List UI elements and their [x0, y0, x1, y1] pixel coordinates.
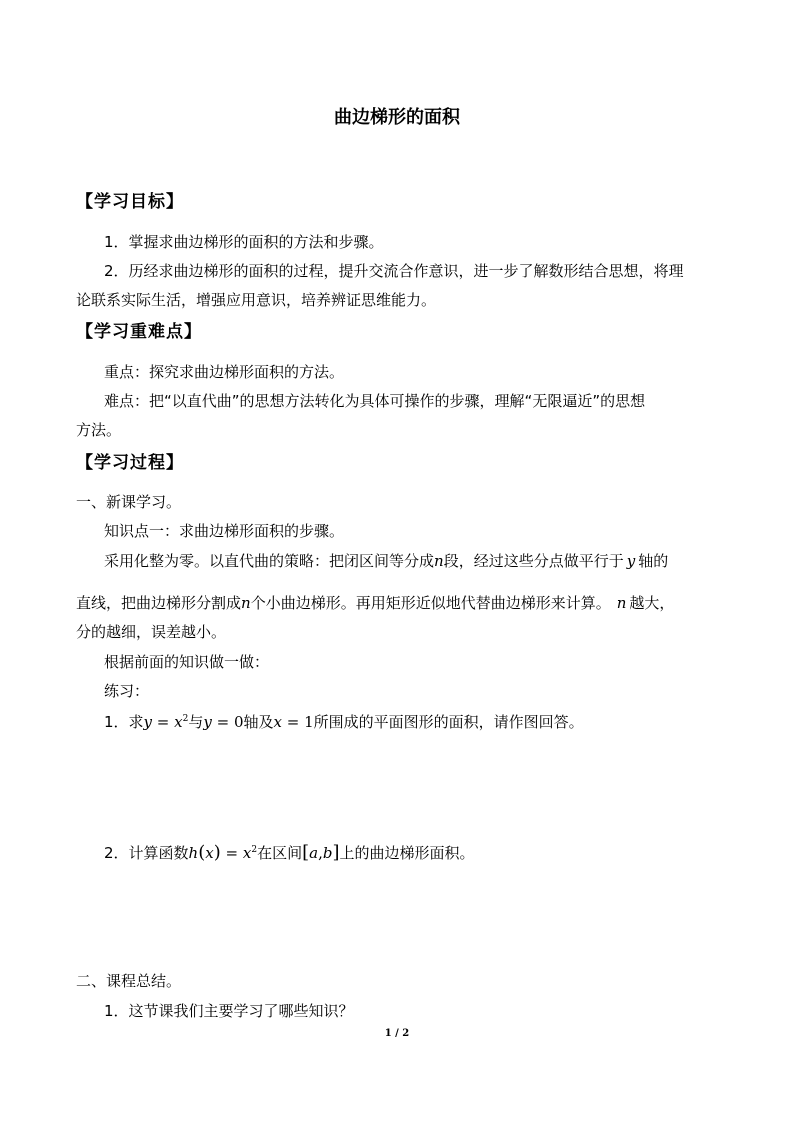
math-h: h — [188, 844, 199, 862]
exercise-1-with: 与 — [188, 713, 204, 731]
try-it-text: 根据前面的知识做一做： — [104, 653, 270, 671]
math-n: n — [434, 552, 444, 570]
part-one-title: 一、新课学习。 — [76, 493, 182, 511]
math-equals: = — [220, 844, 243, 862]
strategy-line-2 — [76, 593, 674, 613]
math-exponent: 2 — [182, 714, 189, 724]
math-x: x — [242, 844, 252, 862]
exercise-2-prefix: 2．计算函数 — [104, 844, 189, 862]
math-right-paren: ) — [213, 842, 221, 863]
exercise-1-axis: 轴及 — [243, 713, 274, 731]
strategy-line-2-b: 个小曲边梯形。再用矩形近似地代替曲边梯形来计算。 — [250, 594, 611, 612]
math-n: n — [616, 594, 627, 612]
exercise-2-suffix: 上的曲边梯形面积。 — [339, 844, 475, 862]
exercise-1-suffix: 所围成的平面图形的面积，请作图回答。 — [313, 713, 584, 731]
math-y: y — [626, 552, 636, 570]
strategy-text-b: 段，经过这些分点做平行于 — [443, 552, 624, 570]
math-left-paren: ( — [198, 842, 206, 863]
objective-item-2-line-2: 论联系实际生活，增强应用意识，培养辨证思维能力。 — [76, 291, 437, 309]
knowledge-point-1: 知识点一：求曲边梯形面积的步骤。 — [104, 522, 345, 540]
exercise-1 — [104, 712, 584, 732]
part-two-title: 二、课程总结。 — [76, 972, 182, 990]
math-a: a — [309, 844, 319, 862]
key-point-text: 重点：探究求曲边梯形面积的方法。 — [104, 363, 345, 381]
strategy-line-1 — [104, 551, 668, 571]
math-x: x — [174, 713, 183, 731]
strategy-line-2-a: 直线，把曲边梯形分割成 — [76, 594, 242, 612]
difficulty-line-1: 难点：把“以直代曲”的思想方法转化为具体可操作的步骤，理解“无限逼近”的思想 — [104, 392, 646, 410]
math-right-bracket: ] — [332, 842, 340, 863]
strategy-line-2-c: 越大， — [629, 594, 675, 612]
strategy-line-3: 分的越细，误差越小。 — [76, 623, 227, 641]
process-heading: 【学习过程】 — [76, 453, 184, 473]
math-n: n — [241, 594, 251, 612]
math-equals-one: = 1 — [281, 713, 314, 731]
strategy-text-a: 采用化整为零。以直代曲的策略：把闭区间等分成 — [104, 552, 435, 570]
page-title: 曲边梯形的面积 — [334, 107, 460, 128]
math-y: y — [203, 713, 212, 731]
math-x: x — [205, 844, 214, 862]
summary-question-1: 1．这节课我们主要学习了哪些知识？ — [104, 1002, 354, 1020]
math-exponent: 2 — [251, 845, 258, 855]
page-number: 1 / 2 — [384, 1028, 410, 1039]
math-b: b — [322, 844, 333, 862]
key-points-heading: 【学习重难点】 — [76, 322, 202, 342]
math-equals: = — [152, 713, 175, 731]
objective-item-1: 1．掌握求曲边梯形的面积的方法和步骤。 — [104, 233, 384, 251]
strategy-text-c: 轴的 — [638, 552, 669, 570]
exercise-1-prefix: 1．求 — [104, 713, 144, 731]
math-x: x — [273, 713, 282, 731]
math-y: y — [143, 713, 153, 731]
objectives-heading: 【学习目标】 — [76, 192, 184, 212]
objective-item-2-line-1: 2．历经求曲边梯形的面积的过程，提升交流合作意识，进一步了解数形结合思想，将理 — [104, 262, 684, 280]
math-left-bracket: [ — [302, 842, 310, 863]
difficulty-line-2: 方法。 — [76, 421, 122, 439]
exercise-2 — [104, 841, 475, 865]
practice-label: 练习： — [104, 682, 150, 700]
math-equals-zero: = 0 — [211, 713, 244, 731]
exercise-2-middle: 在区间 — [257, 844, 303, 862]
math-comma: , — [318, 844, 323, 862]
